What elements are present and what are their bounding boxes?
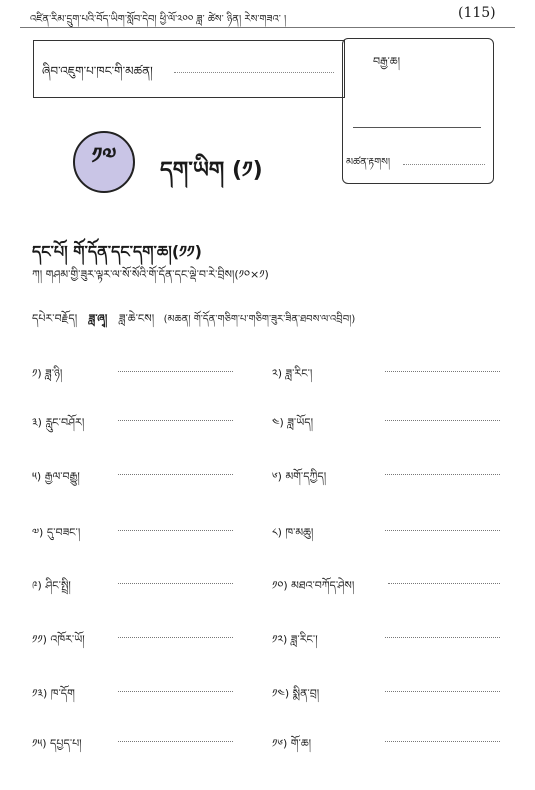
section-title: དང་པོ། གོ་དོན་དང་དག་ཆ།(༡༡) <box>32 242 202 261</box>
answer-blank[interactable] <box>385 529 500 531</box>
example-line <box>32 306 355 337</box>
score-box <box>342 38 494 184</box>
answer-blank[interactable] <box>385 740 500 742</box>
answer-blank[interactable] <box>388 582 500 584</box>
list-item: ༡༦) གོ་ཆ། <box>272 737 312 750</box>
score-label: བརྒྱ་ཆ། <box>373 55 401 68</box>
answer-blank[interactable] <box>118 582 233 584</box>
section-instruction: ཀ། གཤམ་གྱི་ཟུར་ལྟར་ལ་སོ་སོའི་གོ་དོན་དང་ལྡེ་བ་རེ་བྲིས།(༡༠×༡) <box>32 268 269 281</box>
signature-blank[interactable] <box>403 163 485 165</box>
answer-blank[interactable] <box>118 419 233 421</box>
example-word: ཟླ་ཞྭ། <box>88 312 108 325</box>
name-box <box>33 40 345 98</box>
example-prefix: དཔེར་བརྗོད། <box>32 312 78 325</box>
answer-blank[interactable] <box>118 370 233 372</box>
lesson-number-badge <box>73 131 135 193</box>
answer-blank[interactable] <box>118 690 233 692</box>
name-blank[interactable] <box>174 71 334 73</box>
list-item: ༨) ཁ་མཆུ། <box>272 526 314 539</box>
list-item: ༡༢) ཟླ་རིང་། <box>272 633 318 646</box>
page-number: (115) <box>458 5 496 21</box>
list-item: ༦) མགོ་དཀྱིད། <box>272 470 327 483</box>
answer-blank[interactable] <box>385 473 500 475</box>
score-line[interactable] <box>353 127 481 128</box>
header-divider <box>20 27 515 28</box>
list-item: ༡༥) དཔྱད་པ། <box>32 737 82 750</box>
example-note: (མཆན། གོ་དོན་གཅིག་པ་གཅིག་ཟུར་ཟིན་ཐབས་ལ་འབྲིབ།) <box>163 314 356 325</box>
list-item: ༩) ཤིང་སྤྲི། <box>32 579 71 592</box>
list-item: ༡) ཟླ་ཉི། <box>32 367 63 380</box>
list-item: ༤) ཟླ་ཡོད། <box>272 416 314 429</box>
list-item: ༣) རླུང་བཤོར། <box>32 416 85 429</box>
answer-blank[interactable] <box>118 529 233 531</box>
list-item: ༧) དུ་བཟང་། <box>32 526 81 539</box>
lesson-number: ༡༧ <box>91 144 117 169</box>
example-answer: ཟླ་ཆེ་ངས། <box>118 312 155 325</box>
answer-blank[interactable] <box>118 740 233 742</box>
answer-blank[interactable] <box>385 690 500 692</box>
lesson-title: དག་ཡིག (༡) <box>160 158 263 183</box>
name-label: ཞིབ་འཇུག་པ་ཁང་གི་མཚན། <box>42 64 153 78</box>
list-item: ༡༣) ཁ་དོག <box>32 687 75 700</box>
answer-blank[interactable] <box>118 636 233 638</box>
list-item: ༢) ཟླ་རིང་། <box>272 367 313 380</box>
answer-blank[interactable] <box>118 473 233 475</box>
answer-blank[interactable] <box>385 370 500 372</box>
answer-blank[interactable] <box>385 419 500 421</box>
list-item: ༥) རྒྱལ་བརྒྱུ། <box>32 470 80 483</box>
signature-label: མཚན་རྟགས། <box>346 157 391 168</box>
answer-blank[interactable] <box>385 636 500 638</box>
list-item: ༡༤) སྨིན་བྲ། <box>272 687 320 700</box>
list-item: ༡༡) འཁོར་ཡོ། <box>32 633 85 646</box>
list-item: ༡༠) མཐའ་བཀོད་ཤེས། <box>272 579 355 592</box>
running-header: འཛིན་རིམ་དྲུག་པའི་བོད་ཡིག་སློབ་དེབ། ཕྱི་ལོ་༢༠༠ ཟླ་ ཚེས་ ཉིན། རེས་གཟའ་ ། <box>30 14 287 25</box>
